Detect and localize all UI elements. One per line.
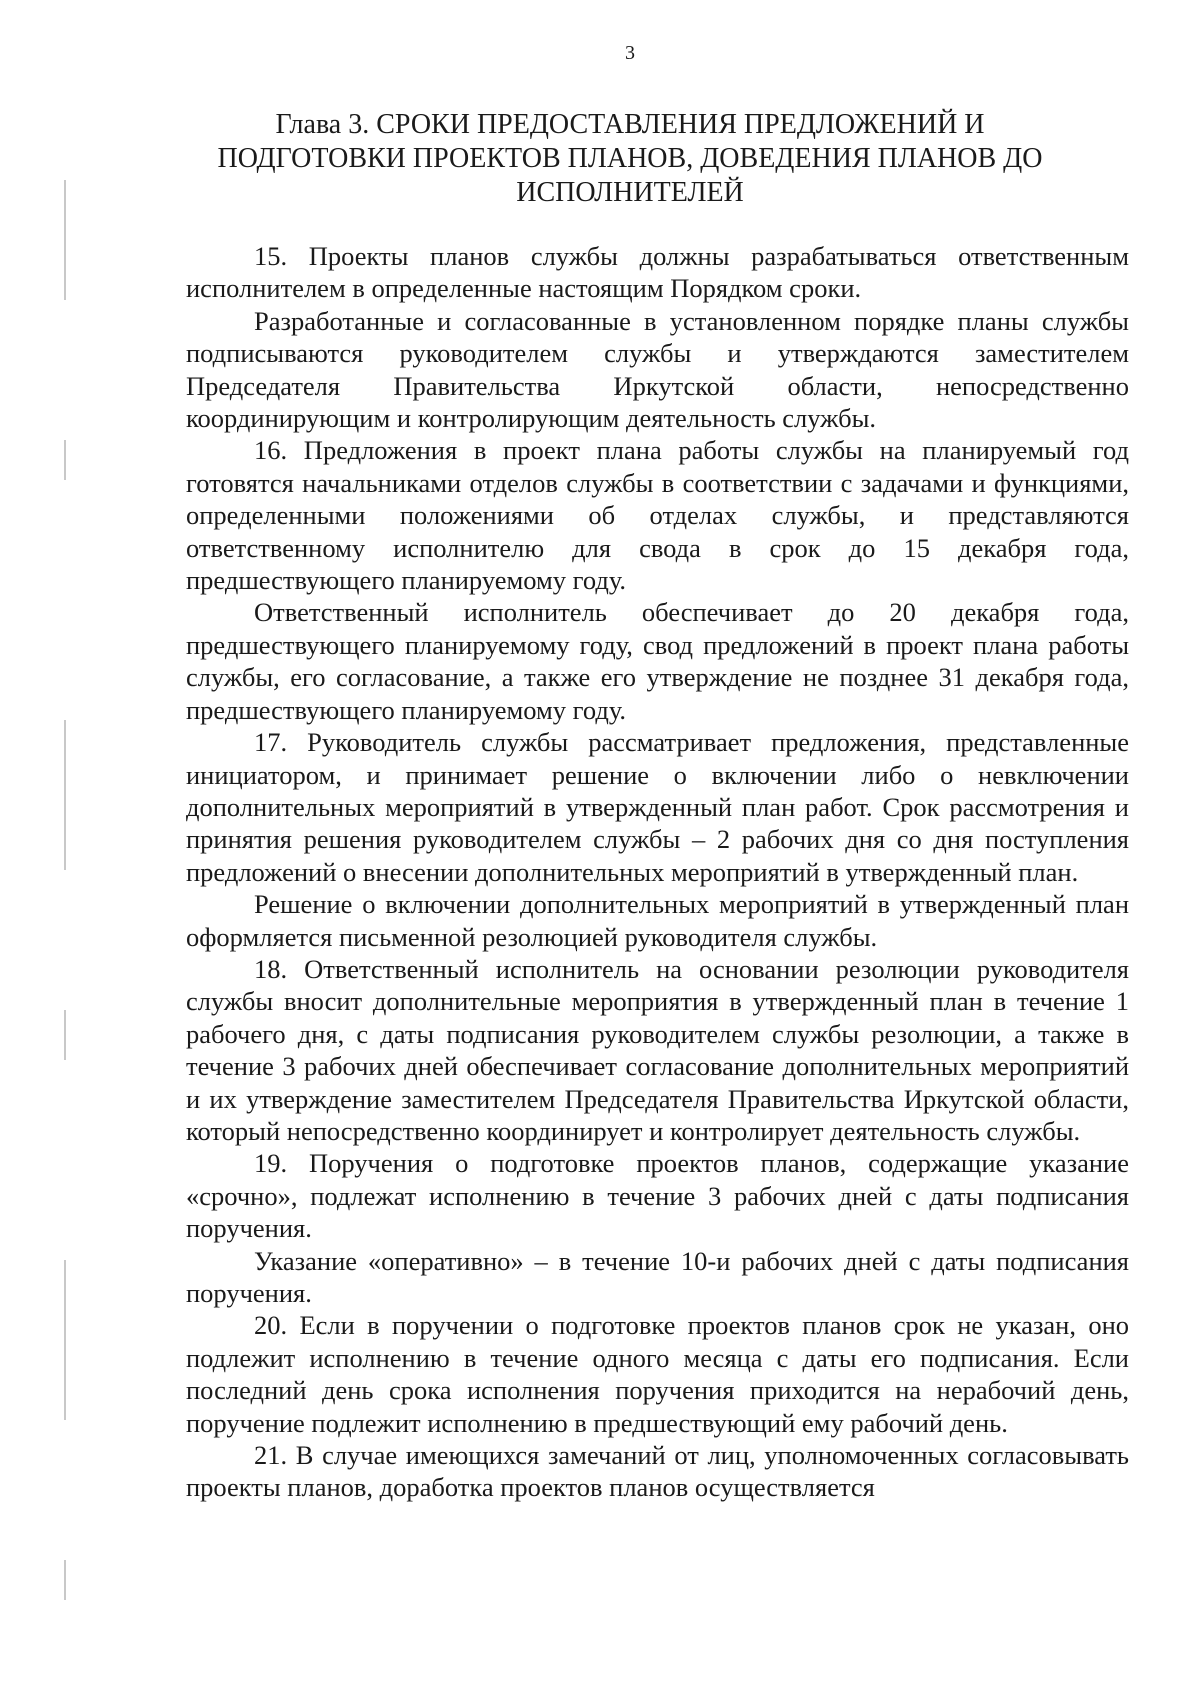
paragraph: Ответственный исполнитель обеспечивает до 20 декабря года, предшествующего планируемому году, свод предложений в проект плана работы службы, его согласование, а также его утверждение не позднее 31 декабря года, предшествующего планируемому году. (186, 597, 1129, 725)
chapter-title: Глава 3. СРОКИ ПРЕДОСТАВЛЕНИЯ ПРЕДЛОЖЕНИЙ И ПОДГОТОВКИ ПРОЕКТОВ ПЛАНОВ, ДОВЕДЕНИЯ ПЛАНОВ ДО ИСПОЛНИТЕЛЕЙ (217, 109, 1043, 208)
scan-edge-mark (64, 440, 66, 480)
scan-edge-mark (64, 1010, 66, 1060)
paragraph: 17. Руководитель службы рассматривает предложения, представленные инициатором, и принимает решение о включении либо о невключении дополнительных мероприятий в утвержденный план работ. Срок рассмотрения и принятия решения руководителем службы – 2 рабочих дня со дня поступления предложений о внесении дополнительных мероприятий в утвержденный план. (186, 727, 1129, 887)
paragraph: 15. Проекты планов службы должны разрабатываться ответственным исполнителем в определенные настоящим Порядком сроки. (186, 241, 1129, 304)
paragraph: Указание «оперативно» – в течение 10-и рабочих дней с даты подписания поручения. (186, 1245, 1129, 1308)
paragraph: Решение о включении дополнительных мероприятий в утвержденный план оформляется письменной резолюцией руководителя службы. (186, 889, 1129, 952)
paragraph: 20. Если в поручении о подготовке проектов планов срок не указан, оно подлежит исполнению в течение одного месяца с даты его подписания. Если последний день срока исполнения поручения приходится на нерабочий день, поручение подлежит исполнению в предшествующий ему рабочий день. (186, 1310, 1129, 1438)
page-number: 3 (625, 42, 635, 64)
paragraph: 19. Поручения о подготовке проектов планов, содержащие указание «срочно», подлежат исполнению в течение 3 рабочих дней с даты подписания поручения. (186, 1148, 1129, 1244)
paragraph: 18. Ответственный исполнитель на основании резолюции руководителя службы вносит дополнительные мероприятия в утвержденный план в течение 1 рабочего дня, с даты подписания руководителем службы резолюции, а также в течение 3 рабочих дней обеспечивает согласование дополнительных мероприятий и их утверждение заместителем Председателя Правительства Иркутской области, который непосредственно координирует и контролирует деятельность службы. (186, 953, 1129, 1146)
scan-edge-mark (64, 720, 66, 870)
paragraph: 16. Предложения в проект плана работы службы на планируемый год готовятся начальниками отделов службы в соответствии с задачами и функциями, определенными положениями об отделах службы, и представляются ответственному исполнителю для свода в срок до 15 декабря года, предшествующего планируемому году. (186, 435, 1129, 596)
paragraph: Разработанные и согласованные в установленном порядке планы службы подписываются руководителем службы и утверждаются заместителем Председателя Правительства Иркутской области, непосредственно координирующим и контролирующим деятельность службы. (186, 305, 1129, 434)
scan-edge-mark (64, 180, 66, 300)
scan-edge-mark (64, 1260, 66, 1420)
scan-edge-mark (64, 1560, 66, 1600)
paragraph: 21. В случае имеющихся замечаний от лиц, уполномоченных согласовывать проекты планов, доработка проектов планов осуществляется (186, 1440, 1129, 1503)
document-body (186, 240, 1129, 1504)
